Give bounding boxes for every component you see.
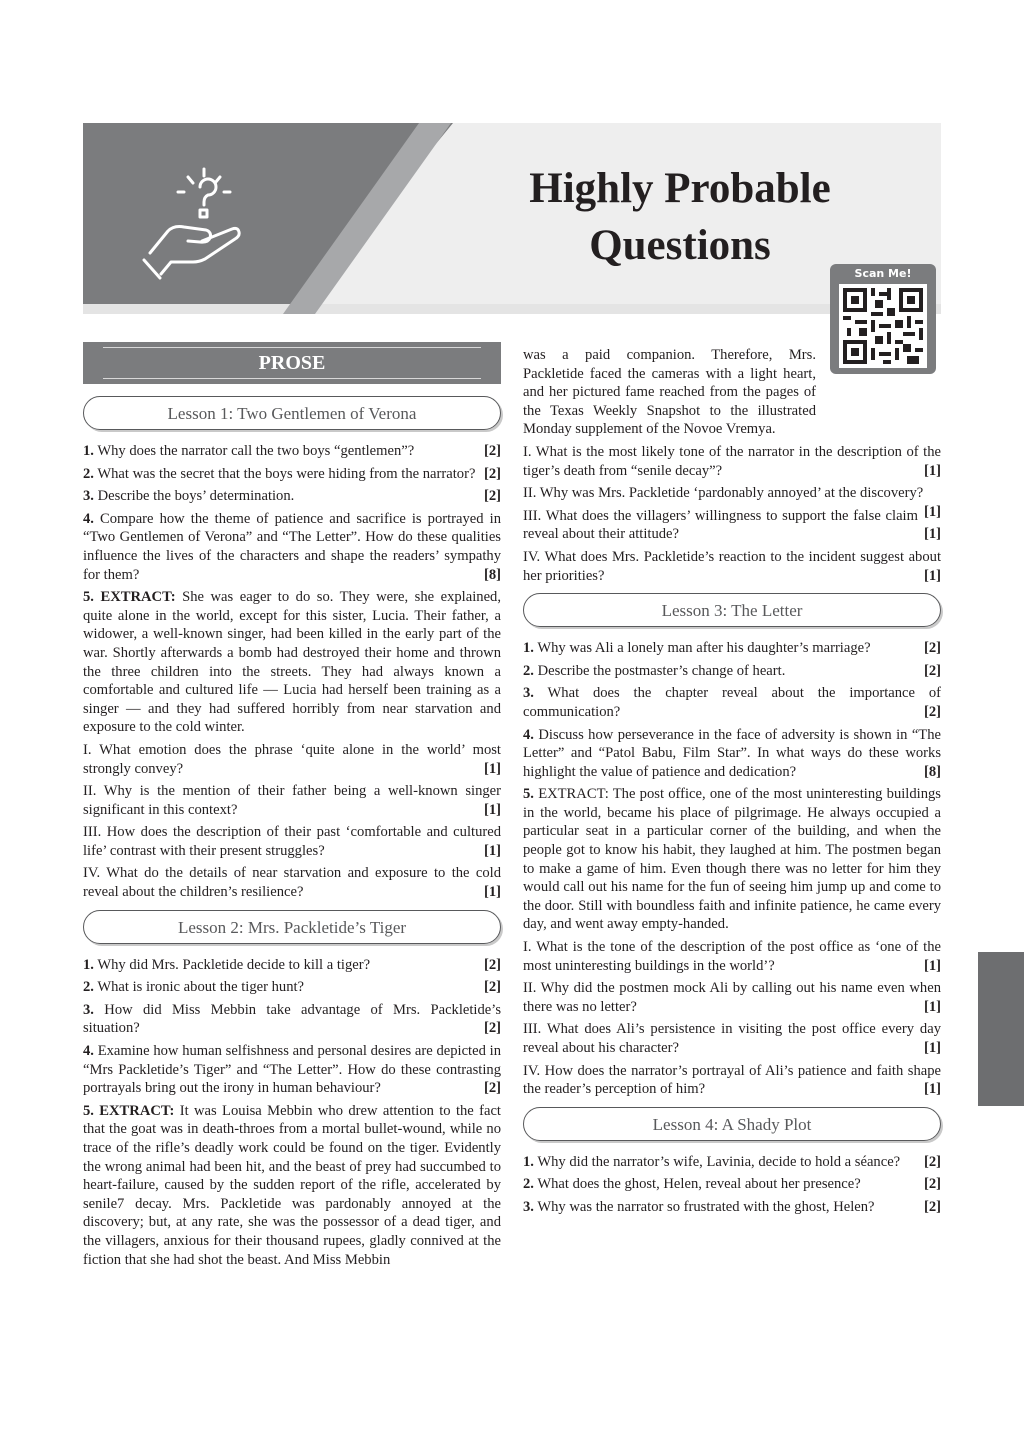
qr-wrap-space bbox=[816, 346, 941, 402]
sub-question: II. Why is the mention of their father being a well-known singer significant in this context? [1] bbox=[83, 783, 501, 818]
question: 4. Examine how human selfishness and personal desires are depicted in “Mrs Packletide’s Tiger” and “The Letter”. How do these contrasting portrayals bring out the irony in human behaviour? [2] bbox=[83, 1043, 501, 1097]
question: 2. Describe the postmaster’s change of heart. [2] bbox=[523, 662, 941, 679]
section-header-prose bbox=[83, 342, 501, 384]
question: 3. Describe the boys’ determination. [2] bbox=[83, 488, 501, 505]
lesson-3-title: Lesson 3: The Letter bbox=[523, 593, 941, 627]
title-line-1: Highly Probable bbox=[529, 165, 831, 212]
question: 1. Why was Ali a lonely man after his daughter’s marriage? [2] bbox=[523, 640, 941, 657]
question: 3. Why was the narrator so frustrated with the ghost, Helen? [2] bbox=[523, 1198, 941, 1215]
sub-question: II. Why was Mrs. Packletide ‘pardonably annoyed’ at the discovery? [1] bbox=[523, 485, 941, 520]
extract-continued: was a paid companion. Therefore, Mrs. Packletide faced the cameras with a light heart, and her pictured fame reached from the pages of the Texas Weekly Snapshot to the illustrated Monday supplement of the Novoe Vremya. bbox=[523, 347, 816, 438]
chapter-side-tab bbox=[978, 952, 1024, 1106]
sub-question: II. Why did the postmen mock Ali by calling out his name even when there was no letter? [1] bbox=[523, 980, 941, 1015]
title-line-2: Questions bbox=[589, 222, 771, 269]
sub-question: IV. What does Mrs. Packletide’s reaction to the incident suggest about her priorities? [1] bbox=[523, 548, 941, 584]
sub-question: III. What does the villagers’ willingness to support the false claim reveal about their attitude? [1] bbox=[523, 507, 941, 543]
right-column bbox=[523, 346, 941, 1221]
lesson-2-title: Lesson 2: Mrs. Packletide’s Tiger bbox=[83, 910, 501, 944]
question: 2. What is ironic about the tiger hunt? [2] bbox=[83, 979, 501, 996]
sub-question: I. What emotion does the phrase ‘quite alone in the world’ most strongly convey? [1] bbox=[83, 741, 501, 777]
sub-question: IV. How does the narrator’s portrayal of Ali’s patience and faith shape the reader’s perception of him? [1] bbox=[523, 1062, 941, 1098]
question: 3. How did Miss Mebbin take advantage of Mrs. Packletide’s situation? [2] bbox=[83, 1001, 501, 1037]
question: 1. Why did the narrator’s wife, Lavinia, decide to hold a séance? [2] bbox=[523, 1153, 941, 1170]
question: 4. Discuss how perseverance in the face of adversity is shown in “The Letter” and “Patol Babu, Film Star”. In what ways do these works highlight the value of patience and dedication? [8] bbox=[523, 726, 941, 780]
question: 4. Compare how the theme of patience and sacrifice is portrayed in “Two Gentlemen of Verona” and “The Letter”. How do these qualities influence the lives of the characters and shape the readers’ sympathy for them? [8] bbox=[83, 510, 501, 583]
sub-question: III. What does Ali’s persistence in visiting the post office every day reveal about his character? [1] bbox=[523, 1021, 941, 1056]
lesson-1-title: Lesson 1: Two Gentlemen of Verona bbox=[83, 396, 501, 430]
sub-question: IV. What do the details of near starvation and exposure to the cold reveal about the children’s resilience? [1] bbox=[83, 865, 501, 901]
question: 2. What does the ghost, Helen, reveal about her presence? [2] bbox=[523, 1176, 941, 1193]
section-label: PROSE bbox=[258, 352, 326, 374]
page-title bbox=[470, 160, 890, 274]
header-underline bbox=[83, 304, 941, 314]
sub-question: I. What is the tone of the description of the post office as ‘one of the most uninteresting buildings in the world’? [1] bbox=[523, 939, 941, 974]
left-column bbox=[83, 342, 501, 1273]
extract: 5. EXTRACT: She was eager to do so. They were, she explained, quite alone in the world, except for this sister, Lucia. Their father, a widower, a well-known singer, had been killed in the early part of the war. Shortly afterwards a bomb had destroyed their home and thrown the three children into the streets. They had always known a comfortable and cultured life — Lucia had herself been training as a singer — and they had suffered horribly from near starvation and exposure to the cold winter. bbox=[83, 589, 501, 736]
extract: 5. EXTRACT: It was Louisa Mebbin who drew attention to the fact that the goat was in death-throes from a mortal bullet-wound, while no trace of the rifle’s deadly work could be found on the tiger. Evidently the wrong animal had been hit, and the beast of prey had succumbed to heart-failure, caused by the sudden report of the rifle, accelerated by senile7 decay. Mrs. Packletide was pardonably annoyed at the discovery; but, at any rate, she was the possessor of a dead tiger, and the villagers, anxious for their thousand rupees, gladly connived at the fiction that she had shot the beast. And Miss Mebbin bbox=[83, 1102, 501, 1268]
question: 1. Why did Mrs. Packletide decide to kill a tiger? [2] bbox=[83, 956, 501, 973]
sub-question: III. How does the description of their past ‘comfortable and cultured life’ contrast with their present struggles? [1] bbox=[83, 824, 501, 859]
scan-me-label: Scan Me! bbox=[854, 267, 912, 280]
extract: 5. EXTRACT: The post office, one of the most uninteresting buildings in the world, became his place of pilgrimage. He always occupied a particular seat in a particular corner of the building, and when the people got to know his habit, they laughed at him. The postmen began to make a game of him. Even though there was no letter for him they would call out his name for the fun of seeing him jump up and come to the door. Still with boundless faith and infinite patience, he came every day, and went away empty-handed. bbox=[523, 786, 941, 933]
lesson-4-title: Lesson 4: A Shady Plot bbox=[523, 1107, 941, 1141]
hand-question-icon bbox=[140, 165, 250, 280]
question: 2. What was the secret that the boys were hiding from the narrator? [2] bbox=[83, 465, 501, 482]
sub-question: I. What is the most likely tone of the narrator in the description of the tiger’s death from “senile decay”? [1] bbox=[523, 443, 941, 479]
question: 1. Why does the narrator call the two boys “gentlemen”? [2] bbox=[83, 443, 501, 459]
question: 3. What does the chapter reveal about the importance of communication? [2] bbox=[523, 685, 941, 720]
